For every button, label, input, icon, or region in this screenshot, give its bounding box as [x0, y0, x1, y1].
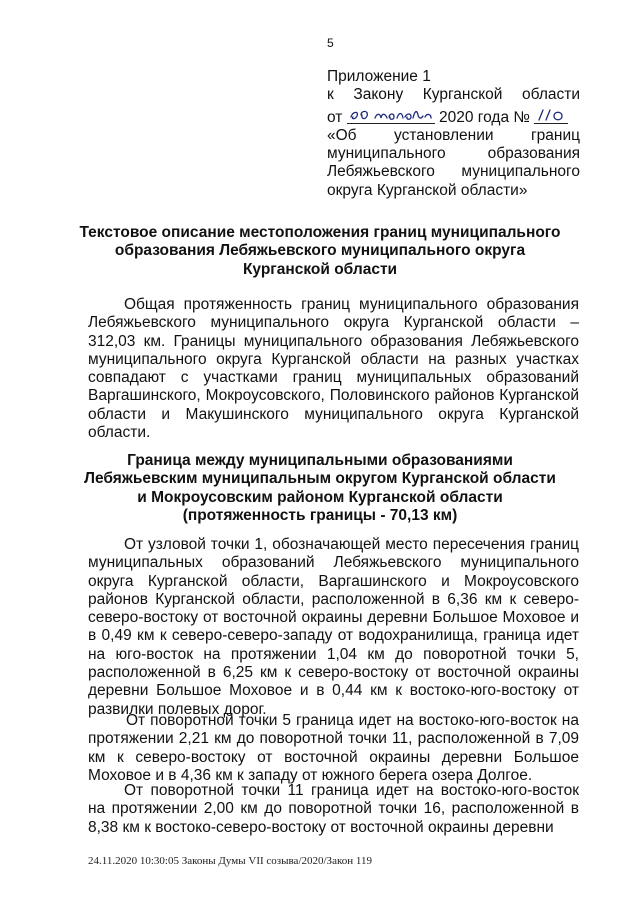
section1-title: Текстовое описание местоположения границ муниципального образования Лебяжьевского муниципального округа Курганской области [79, 224, 561, 278]
handwritten-number-signature [534, 107, 568, 123]
appendix-block [327, 68, 580, 200]
appendix-about-line4: округа Курганской области» [327, 181, 528, 199]
handwritten-date-signature [347, 107, 435, 123]
page-number: 5 [327, 36, 334, 50]
appendix-about-line1: «Об установлении границ [327, 126, 580, 144]
appendix-law-ref: к Закону Курганской области [327, 86, 580, 104]
section2-paragraph1: От узловой точки 1, обозначающей место пересечения границ муниципальных образований Лебяжьевского муниципального округа Курганской области, Варгашинского и Мокроусовского районов Курганской области, расположенной в 6,36 км к северо-северо-востоку от восточной окраины деревни Большое Моховое и в 0,49 км к северо-северо-западу от водохранилища, граница идет на юго-восток на протяжении 1,04 км до поворотной точки 5, расположенной в 6,25 км к северо-востоку от восточной окраины деревни Большое Моховое и в 0,44 км к востоко-юго-востоку от развилки полевых дорог. [88, 536, 579, 718]
appendix-date-line [327, 105, 580, 127]
section2-title-line3: и Мокроусовским районом Курганской области [137, 488, 503, 506]
section2-title-line1: Граница между муниципальными образованиями [127, 452, 513, 469]
section2-title [70, 452, 570, 525]
section2-title-line4: (протяженность границы - 70,13 км) [182, 506, 458, 524]
appendix-title: Приложение 1 [327, 68, 431, 85]
appendix-about-line3: Лебяжьевского муниципального [327, 163, 580, 181]
date-suffix: 2020 года № [439, 108, 530, 126]
section2-paragraph2: От поворотной точки 5 граница идет на востоко-юго-восток на протяжении 2,21 км до поворотной точки 11, расположенной в 7,09 км к северо-востоку от восточной окраины деревни Большое Моховое и в 4,36 км к западу от южного берега озера Долгое. [88, 712, 579, 784]
section2-paragraph3: От поворотной точки 11 граница идет на востоко-юго-восток на протяжении 2,00 км до поворотной точки 16, расположенной в 8,38 км к востоко-северо-востоку от восточной окраины деревни [88, 782, 579, 836]
appendix-about-line2: муниципального образования [327, 145, 580, 163]
section2-title-line2: Лебяжьевским муниципальным округом Курганской области [84, 470, 556, 488]
handwritten-number [534, 107, 568, 124]
handwritten-date [347, 107, 435, 124]
date-prefix: от [327, 108, 343, 126]
footer-stamp: 24.11.2020 10:30:05 Законы Думы VII созыва/2020/Закон 119 [88, 855, 372, 867]
section1-paragraph: Общая протяженность границ муниципального образования Лебяжьевского муниципального округа Курганской области – 312,03 км. Границы муниципального образования Лебяжьевского муниципального округа Курганской области на разных участках совпадают с участками границ муниципальных образований Варгашинского, Мокроусовского, Половинского районов Курганской области и Макушинского муниципального округа Курганской области. [88, 296, 579, 442]
